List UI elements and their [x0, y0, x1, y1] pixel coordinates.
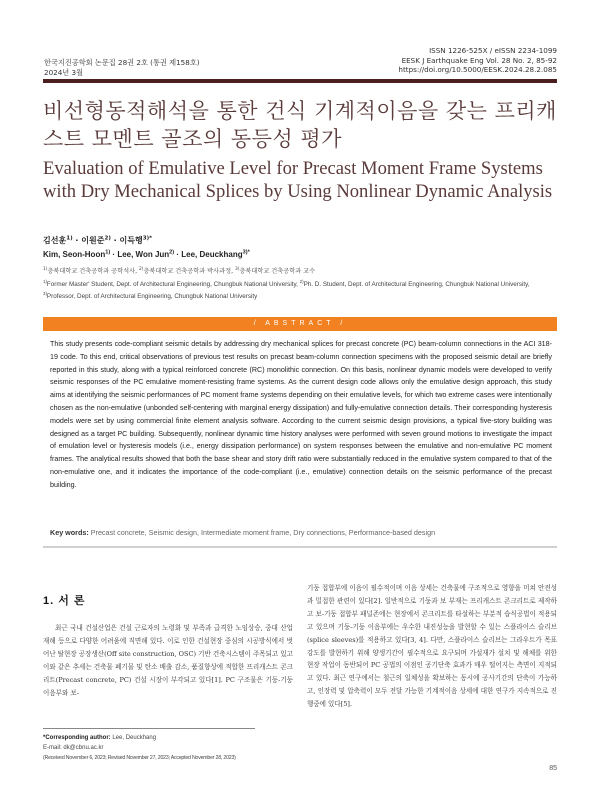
- journal-citation: EESK J Earthquake Eng Vol. 28 No. 2, 85-92: [401, 55, 557, 65]
- affiliation-sup: 2): [139, 266, 144, 272]
- body-paragraph: 기둥 접합부에 이음이 필수적이며 이음 상세는 건축물에 구조적으로 영향을 미쳐 안전성과 밀접한 관련이 있다[2]. 일반적으로 기둥과 보 부재는 프리캐스트 콘크리트로 제작하고 보-기둥 접합부 패널존에는 현장에서 콘크리트를 타설하는 부분적 습식공법이 적용되고 있으며 기둥-기둥 이음부에는 우수한 내진성능을 발현할 수 있는 스플라이스 슬리브(splice sleeves)를 적용하고 있다[3, 4]. 다만, 스플라이스 슬리브는 그라우트가 목표 강도를 발현하기 위해 양생기간이 필수적으로 요구되며 가설재가 설치 및 해체를 위한 현장 작업이 동반되어 PC 공법의 이점인 공기단축 효과가 매우 떨어지는 측면이 지적되고 있다. 최근 연구에서는 철근의 일체성을 확보하는 동시에 공사기간의 단축이 가능하고, 인장력 및 압축력이 모두 전달 가능한 기계적이음 상세에 대한 연구가 지속적으로 진행중에 있다[5].: [307, 584, 557, 709]
- corresponding-label: *Corresponding author:: [43, 735, 111, 741]
- body-column-right: [307, 582, 557, 711]
- keywords-label: Key words:: [50, 528, 89, 537]
- affiliation-sup: 1): [43, 266, 48, 272]
- affiliation: Former Master' Student, Dept. of Architectural Engineering, Chungbuk National University,: [46, 281, 300, 288]
- affiliation-sup: 2): [299, 278, 304, 284]
- author-name: 이득행: [119, 236, 143, 245]
- corresponding-name: Lee, Deuckhang: [112, 735, 157, 741]
- affiliation: 충북대학교 건축공학과 박사과정,: [143, 268, 235, 275]
- keywords: [50, 528, 552, 537]
- email-label: E-mail:: [43, 744, 62, 751]
- email-line: [43, 744, 293, 754]
- author-separator: ·: [110, 236, 120, 245]
- affiliation-sup: 1): [43, 278, 47, 284]
- affiliation: 충북대학교 건축공학과 공학석사,: [47, 268, 139, 275]
- footnote: [43, 734, 293, 763]
- journal-header-left: [44, 58, 200, 77]
- author-sup: 2): [169, 249, 175, 256]
- title-korean: 비선형동적해석을 통한 건식 기계적이음을 갖는 프리캐스트 모멘트 골조의 동등성 평가: [43, 99, 557, 151]
- journal-header-right: [398, 46, 557, 75]
- doi-link[interactable]: https://doi.org/10.5000/EESK.2024.28.2.085: [398, 65, 557, 75]
- issue-date: 2024년 3월: [44, 67, 84, 77]
- authors-korean: [43, 235, 152, 246]
- author-separator: ·: [72, 236, 82, 245]
- abstract-text: This study presents code-compliant seismic details by addressing dry mechanical splices for precast concrete (PC) beam-column connections in the ACI 318-19 code. To this end, critical observations of previous test results on precast beam-column connection specimens with the proposed seismic detail are briefly reported in this study, along with a typical reinforced concrete (RC) monolithic connection. On this basis, nonlinear dynamic models were developed to verify seismic responses of the PC emulative moment-resisting frame systems. As the current design code allows only the emulative design approach, this study aims at identifying the seismic performances of PC moment frame systems depending on their emulative levels, for which two extreme cases were intentionally chosen as the non-emulative (unbonded self-centering with marginal energy dissipation) and fully-emulative connection details. Their corresponding hysteresis models were set by using commercial finite element analysis software. According to the current seismic design provisions, a typical five-story building was designed as a target PC building. Subsequently, nonlinear dynamic time history analyses were performed with seven ground motions to investigate the impact of emulation level or hysteresis models (i.e., energy dissipation performance) on system responses between the emulative and non-emulative PC moment frames. The analytical results showed that both the base shear and story drift ratio were substantially reduced in the emulative system compared to that of the non-emulative one, and it indicates the importance of the code-compliant (i.e., emulative) connection details on the seismic performance of the precast building.: [50, 340, 552, 489]
- author-name: 김선훈: [43, 236, 67, 245]
- author-sup: 2): [104, 235, 111, 242]
- journal-name-ko: 한국지진공학회 논문집 28권 2호 (통권 제158호): [44, 58, 200, 67]
- author-name: Kim, Seon-Hoon: [43, 250, 106, 259]
- author-name: 이원준: [81, 236, 105, 245]
- body-paragraph: 최근 국내 건설산업은 건설 근로자의 노령화 및 부족과 급격한 노임상승, 중대 산업재해 등으로 다양한 어려움에 직면해 있다. 이로 인한 건설현장 중심의 시공방식에서 벗어난 탈현장 공장생산(Off site construction, OSC) 기반 건축시스템이 주목되고 있고 이와 같은 추세는 건축물 폐기물 및 탄소 배출 감소, 품질향상에 적합한 프리캐스트 콘크리트(Precast concrete, PC) 건설 시장이 부각되고 있다[1]. PC 구조물은 기둥-기둥 이음부와 보-: [43, 624, 293, 697]
- author-name: Lee, Won Jun: [117, 250, 170, 259]
- authors-english: [43, 250, 250, 259]
- author-sup: 3)*: [142, 235, 153, 242]
- affiliation: Professor, Dept. of Architectural Engineering, Chungbuk National University: [46, 293, 258, 300]
- author-separator: ·: [174, 250, 182, 259]
- abstract-banner: / ABSTRACT /: [43, 317, 557, 331]
- corresponding-author: [43, 734, 293, 744]
- abstract-divider: [43, 546, 557, 548]
- affiliation-sup: 3): [235, 266, 240, 272]
- author-name: Lee, Deuckhang: [181, 250, 243, 259]
- affiliation: Ph. D. Student, Dept. of Architectural Engineering, Chungbuk National University,: [303, 281, 530, 288]
- header-rule: [43, 79, 557, 83]
- body-column-left: [43, 622, 293, 699]
- author-sup: 1): [66, 235, 73, 242]
- keywords-list: Precast concrete, Seismic design, Intermediate moment frame, Dry connections, Performance-based design: [90, 528, 436, 537]
- affiliations-english: [43, 279, 563, 303]
- author-sup: 1): [105, 249, 111, 256]
- author-separator: ·: [110, 250, 118, 259]
- received-dates: (Received November 6, 2023; Revised November 27, 2023; Accepted November 28, 2023): [43, 754, 236, 761]
- issn: ISSN 1226-525X / eISSN 2234-1099: [429, 46, 557, 55]
- affiliations-korean: [43, 266, 315, 275]
- email-link[interactable]: dk@cbnu.ac.kr: [63, 744, 104, 751]
- affiliation: 충북대학교 건축공학과 교수: [239, 268, 316, 275]
- section-heading-introduction: 1. 서 론: [43, 595, 86, 607]
- title-english: Evaluation of Emulative Level for Precast Moment Frame Systems with Dry Mechanical Splices by Using Nonlinear Dynamic Analysis: [43, 158, 553, 202]
- page-number: 85: [549, 765, 557, 772]
- footnote-divider: [43, 728, 255, 729]
- affiliation-sup: 3): [43, 290, 47, 296]
- author-sup: 3)*: [242, 249, 250, 256]
